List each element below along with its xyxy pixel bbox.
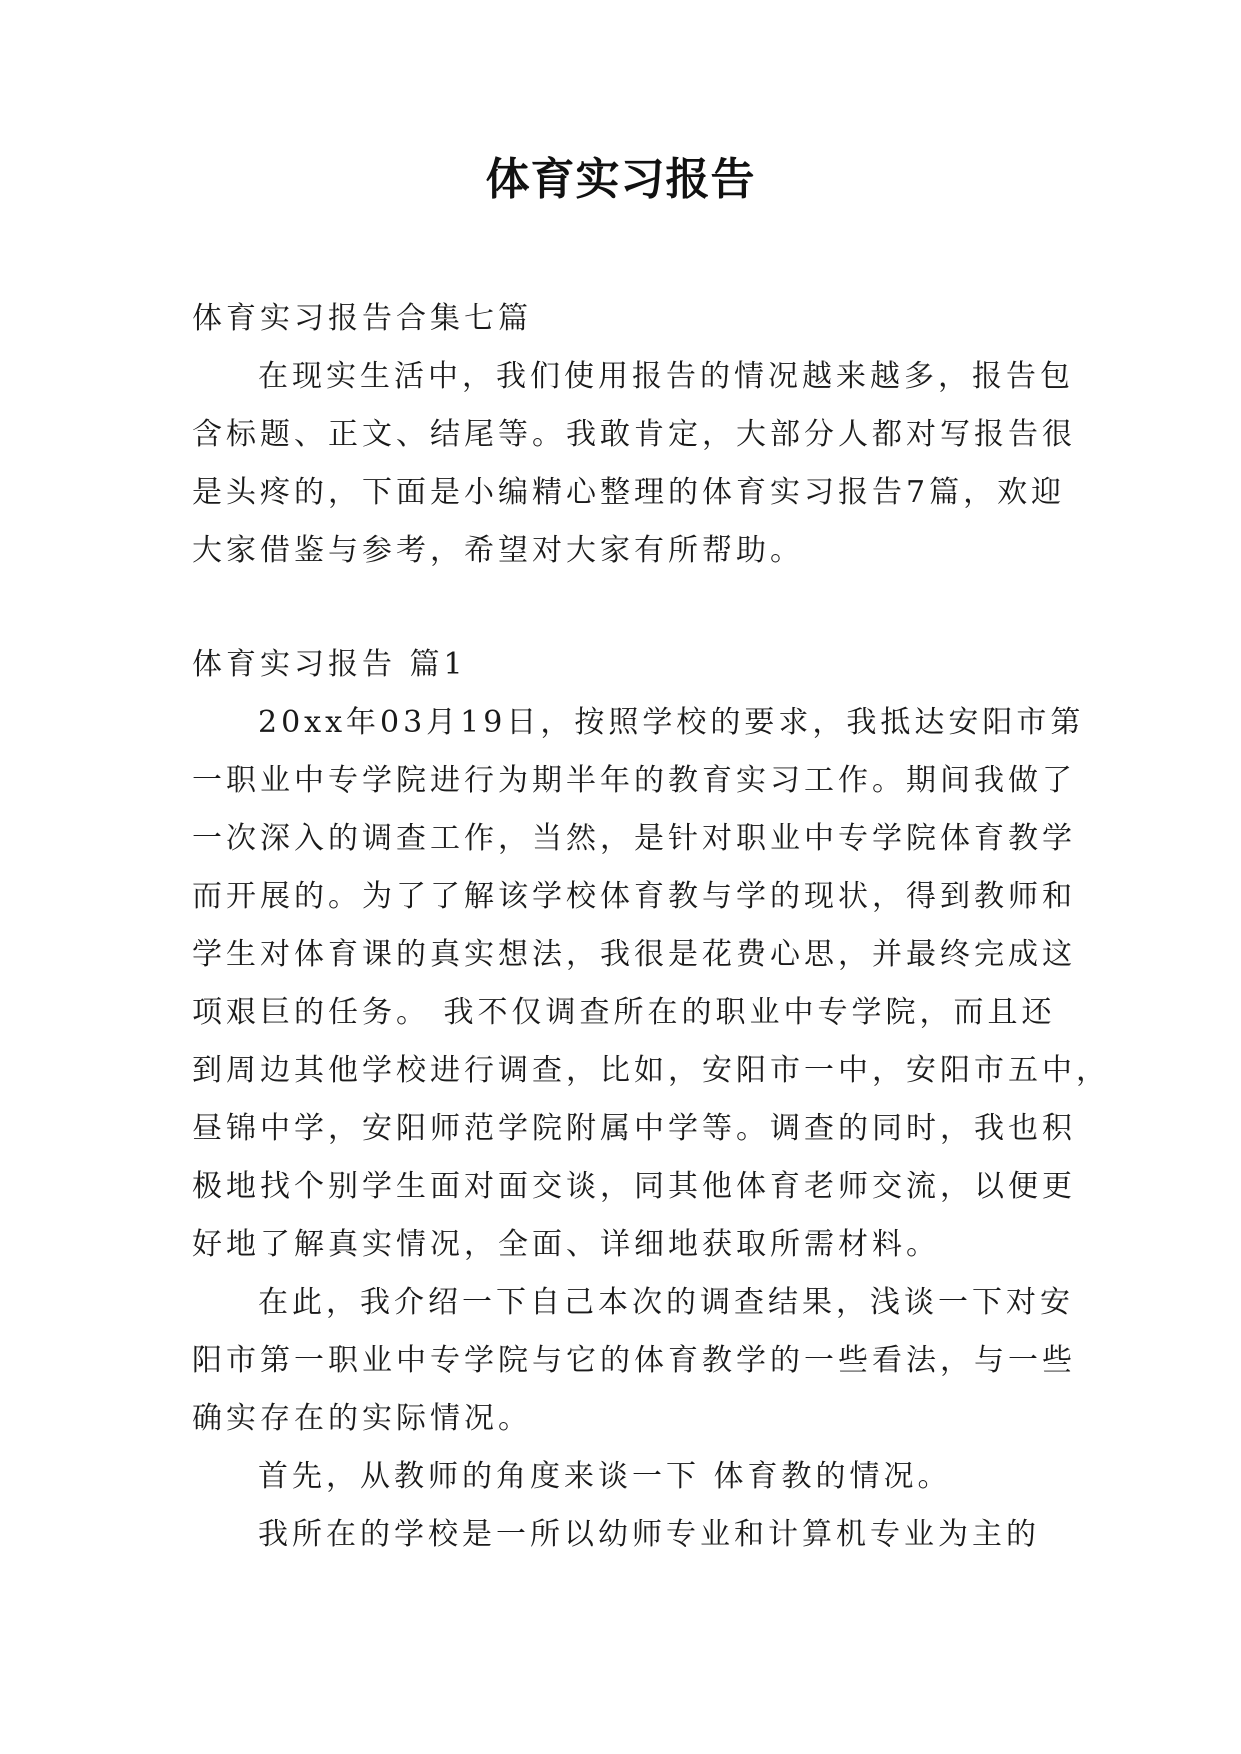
section-paragraph-4 — [192, 1506, 1050, 1564]
intro-line: 大家借鉴与参考，希望对大家有所帮助。 — [192, 533, 804, 568]
section-paragraph-2 — [192, 1274, 1076, 1448]
paragraph-line: 一次深入的调查工作，当然，是针对职业中专学院体育教学 — [192, 821, 1076, 856]
paragraph-line: 而开展的。为了了解该学校体育教与学的现状，得到教师和 — [192, 879, 1076, 914]
paragraph-line: 我所在的学校是一所以幼师专业和计算机专业为主的 — [258, 1517, 1040, 1552]
section-paragraph-1 — [192, 694, 1110, 1274]
paragraph-line: 项艰巨的任务。 我不仅调查所在的职业中专学院，而且还 — [192, 995, 1056, 1030]
paragraph-line: 昼锦中学，安阳师范学院附属中学等。调查的同时，我也积 — [192, 1111, 1076, 1146]
paragraph-line: 学生对体育课的真实想法，我很是花费心思，并最终完成这 — [192, 937, 1076, 972]
paragraph-line: 极地找个别学生面对面交谈，同其他体育老师交流，以便更 — [192, 1169, 1076, 1204]
paragraph-line: 在此，我介绍一下自己本次的调查结果，浅谈一下对安 — [258, 1285, 1074, 1320]
document-title: 体育实习报告 — [485, 154, 756, 205]
collection-title: 体育实习报告合集七篇 — [192, 301, 532, 336]
section-paragraph-3 — [192, 1448, 1050, 1506]
intro-line: 含标题、正文、结尾等。我敢肯定，大部分人都对写报告很 — [192, 417, 1076, 452]
intro-line: 在现实生活中，我们使用报告的情况越来越多，报告包 — [258, 359, 1074, 394]
paragraph-line: 到周边其他学校进行调查，比如，安阳市一中，安阳市五中， — [192, 1053, 1110, 1088]
paragraph-line: 一职业中专学院进行为期半年的教育实习工作。期间我做了 — [192, 763, 1076, 798]
document-body — [192, 290, 1110, 1564]
paragraph-line: 确实存在的实际情况。 — [192, 1401, 532, 1436]
paragraph-line: 首先，从教师的角度来谈一下 体育教的情况。 — [258, 1459, 952, 1494]
intro-paragraph — [192, 348, 1076, 580]
section-heading: 体育实习报告 篇1 — [192, 647, 467, 682]
paragraph-line: 好地了解真实情况，全面、详细地获取所需材料。 — [192, 1227, 940, 1262]
paragraph-line: 阳市第一职业中专学院与它的体育教学的一些看法，与一些 — [192, 1343, 1076, 1378]
paragraph-gap — [192, 580, 1050, 636]
paragraph-line: 20xx年03月19日，按照学校的要求，我抵达安阳市第 — [258, 705, 1085, 740]
intro-line: 是头疼的，下面是小编精心整理的体育实习报告7篇，欢迎 — [192, 475, 1066, 510]
